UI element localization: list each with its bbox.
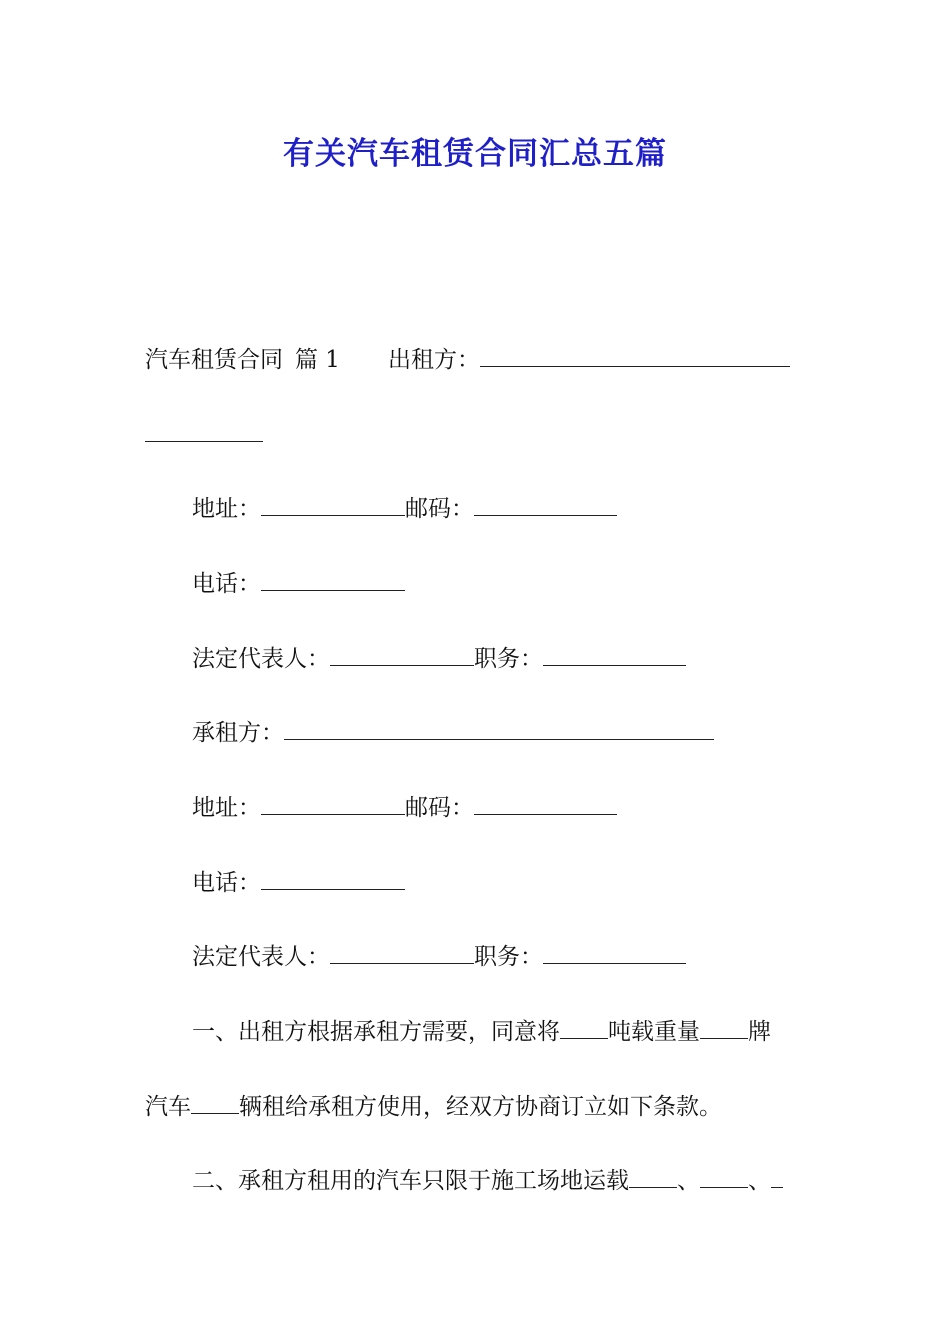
lessor-legal-rep-line xyxy=(192,644,852,674)
clause-1-line-2 xyxy=(145,1092,810,1122)
lessee-legal-rep-blank[interactable] xyxy=(330,943,474,964)
lessee-postcode-blank[interactable] xyxy=(474,794,617,815)
contract-heading: 汽车租赁合同 xyxy=(145,347,283,373)
cargo-blank-3[interactable] xyxy=(771,1167,783,1188)
lessor-label: 出租方： xyxy=(387,347,480,373)
lessee-legal-rep-label: 法定代表人： xyxy=(192,944,330,970)
lessor-address-blank[interactable] xyxy=(261,495,405,516)
lessee-phone-label: 电话： xyxy=(192,870,261,896)
lessee-address-line xyxy=(192,793,852,823)
clause-2-line-1 xyxy=(192,1166,852,1196)
clause-1-text-b: 吨载重量 xyxy=(608,1019,700,1045)
lessee-position-label: 职务： xyxy=(474,944,543,970)
brand-blank[interactable] xyxy=(700,1018,748,1039)
clause-1-text-d: 汽车 xyxy=(145,1094,191,1120)
lessee-address-label: 地址： xyxy=(192,795,261,821)
cargo-blank-1[interactable] xyxy=(629,1167,677,1188)
lessor-postcode-label: 邮码： xyxy=(405,496,474,522)
lessee-address-blank[interactable] xyxy=(261,794,405,815)
document-title: 有关汽车租赁合同汇总五篇 xyxy=(283,136,667,172)
clause-2-sep-2: 、 xyxy=(748,1168,771,1194)
clause-1-text-a: 一、出租方根据承租方需要，同意将 xyxy=(192,1019,560,1045)
vehicle-count-blank[interactable] xyxy=(191,1093,239,1114)
clause-2-sep-1: 、 xyxy=(677,1168,700,1194)
lessor-position-label: 职务： xyxy=(474,646,543,672)
lessor-address-label: 地址： xyxy=(192,496,261,522)
tonnage-blank[interactable] xyxy=(560,1018,608,1039)
lessor-postcode-blank[interactable] xyxy=(474,495,617,516)
lessee-phone-line xyxy=(192,868,852,898)
clause-1-line-1 xyxy=(192,1017,852,1047)
lessor-blank[interactable] xyxy=(480,346,790,367)
cargo-blank-2[interactable] xyxy=(700,1167,748,1188)
lessor-phone-line xyxy=(192,569,852,599)
section-label: 篇 1 xyxy=(295,347,340,373)
lessor-phone-blank[interactable] xyxy=(261,570,405,591)
lessor-legal-rep-label: 法定代表人： xyxy=(192,646,330,672)
lessor-legal-rep-blank[interactable] xyxy=(330,645,474,666)
lessee-label: 承租方： xyxy=(192,720,284,746)
lessee-phone-blank[interactable] xyxy=(261,869,405,890)
lessee-blank[interactable] xyxy=(284,719,714,740)
lessee-position-blank[interactable] xyxy=(543,943,686,964)
lessor-blank-continued-line xyxy=(145,420,810,450)
lessor-phone-label: 电话： xyxy=(192,571,261,597)
lessee-legal-rep-line xyxy=(192,942,852,972)
lessee-postcode-label: 邮码： xyxy=(405,795,474,821)
lessor-position-blank[interactable] xyxy=(543,645,686,666)
lessor-blank-continued[interactable] xyxy=(145,421,263,442)
clause-1-text-e: 辆租给承租方使用，经双方协商订立如下条款。 xyxy=(239,1094,722,1120)
clause-1-text-c: 牌 xyxy=(748,1019,771,1045)
lessor-address-line xyxy=(192,494,852,524)
contract-heading-line xyxy=(145,345,810,375)
clause-2-text-a: 二、承租方租用的汽车只限于施工场地运载 xyxy=(192,1168,629,1194)
lessee-line xyxy=(192,718,852,748)
